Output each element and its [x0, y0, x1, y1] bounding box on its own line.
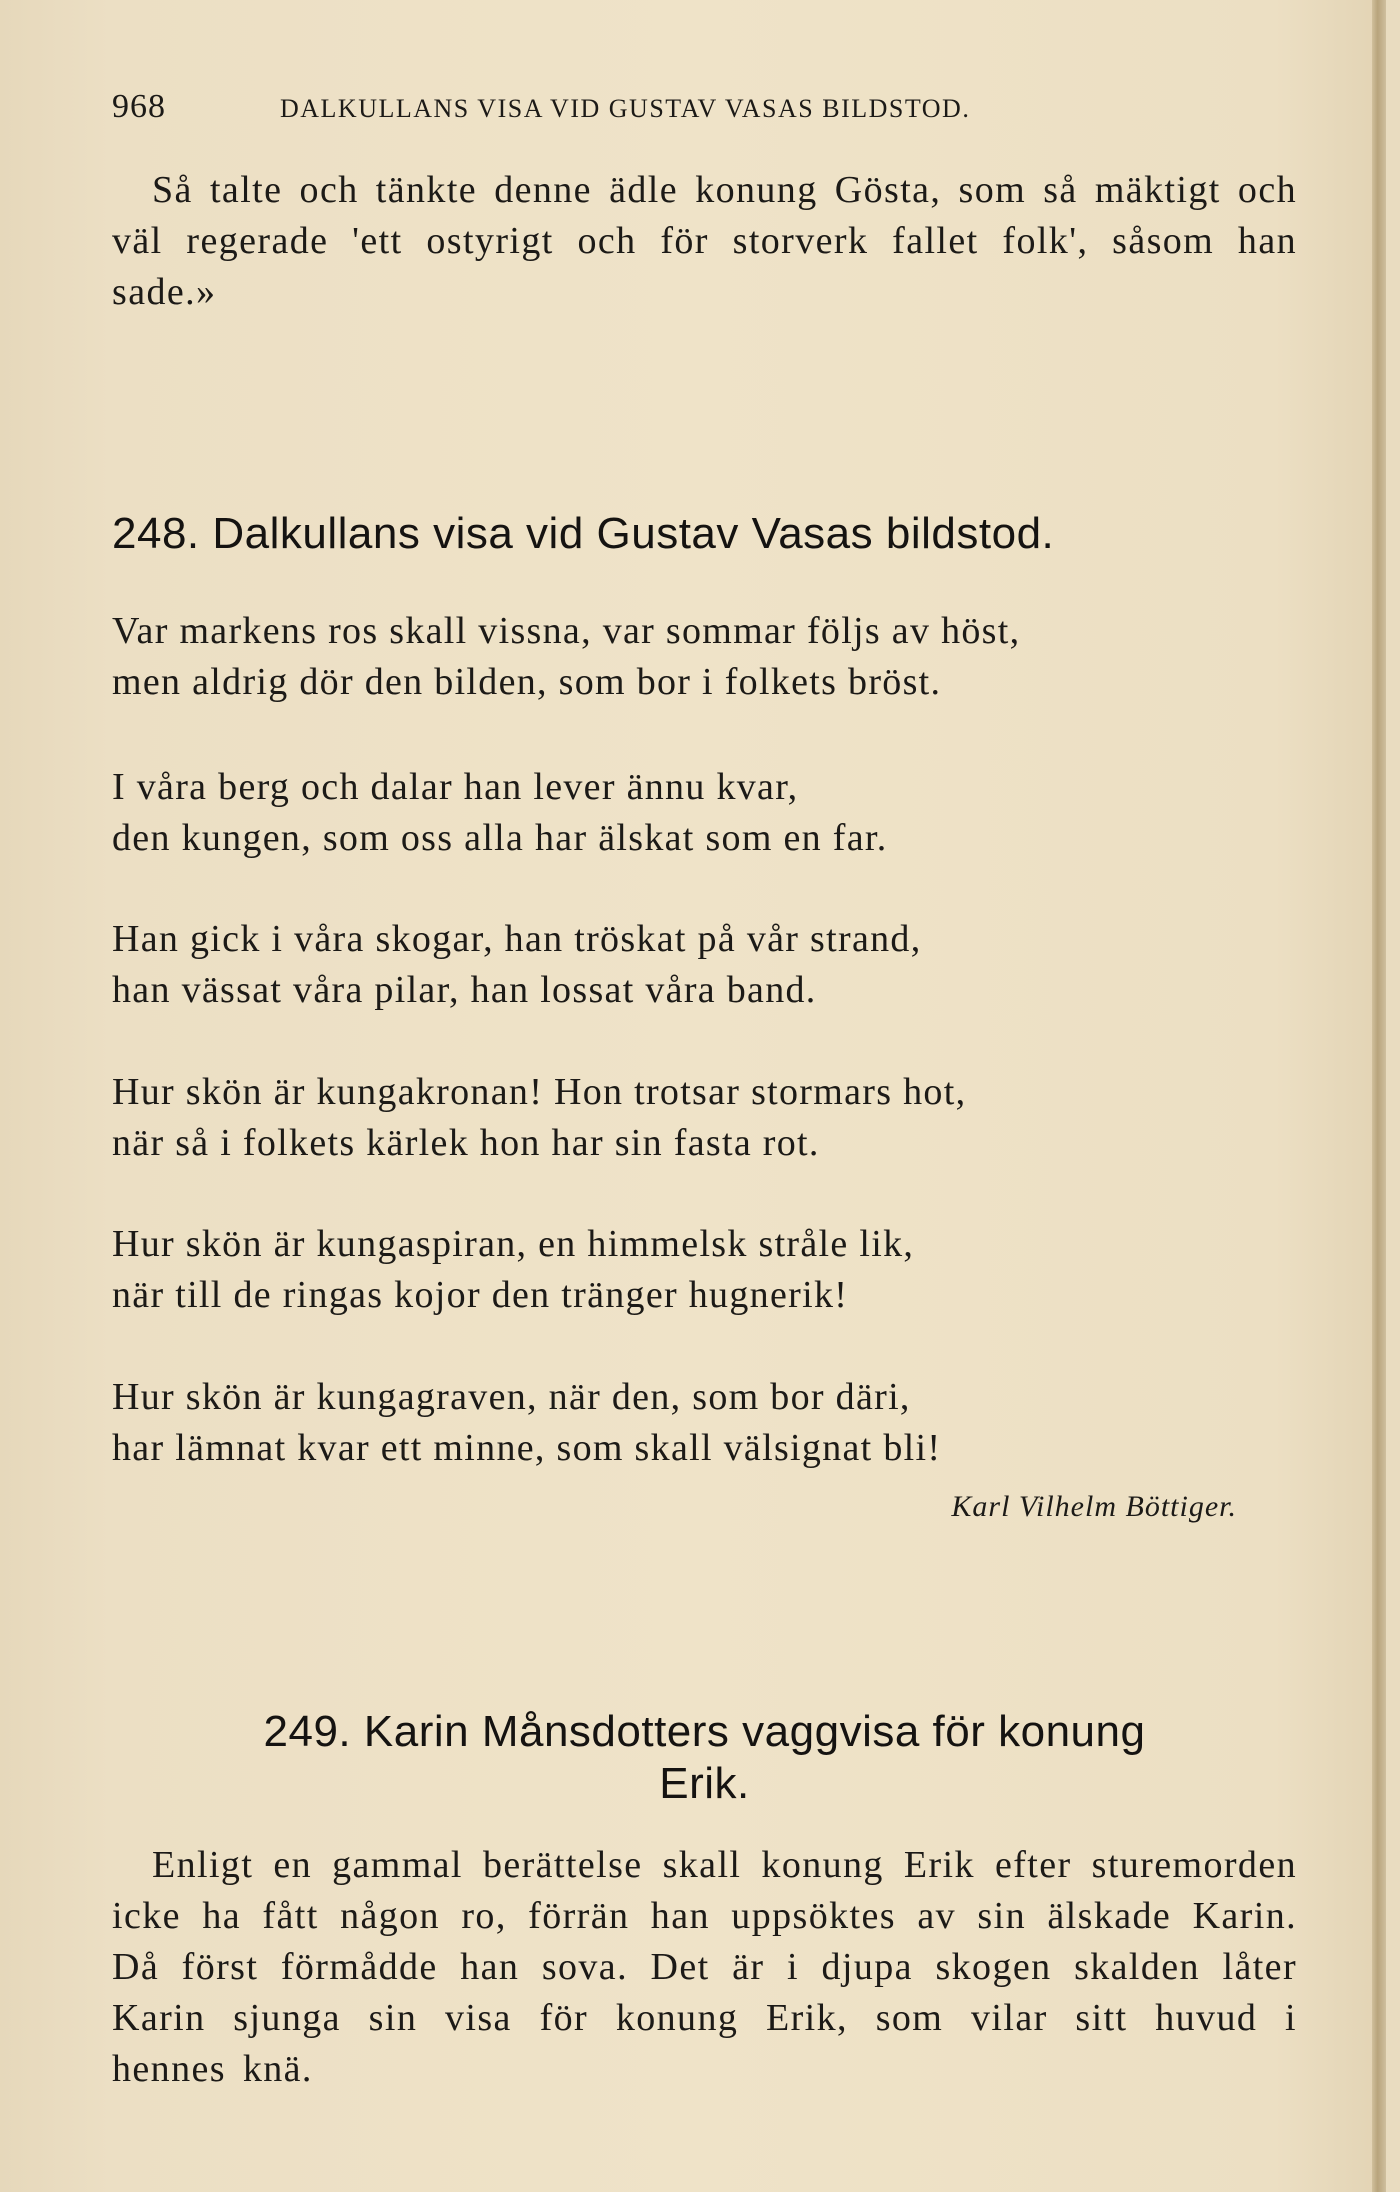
poem-249-heading-line-2: Erik.	[659, 1759, 750, 1808]
page-edge	[1372, 0, 1386, 2192]
verse-line: när så i folkets kärlek hon har sin fasta rot.	[112, 1122, 820, 1164]
poem-249-intro-text: Enligt en gammal berättelse skall konung Erik efter sturemorden icke ha fått någon ro, förrän han uppsöktes av sin älskade Karin. Då först förmådde han sova. Det är i djupa skogen skalden låter Karin sjunga sin visa för konung Erik, som vilar sitt huvud i hennes knä.	[112, 1844, 1297, 2090]
poem-248-author: Karl Vilhelm Böttiger.	[951, 1490, 1237, 1523]
poem-249-intro-paragraph	[112, 1840, 1297, 2095]
verse-line: Hur skön är kungagraven, när den, som bor däri,	[112, 1376, 911, 1418]
intro-paragraph-text: Så talte och tänkte denne ädle konung Gösta, som så mäktigt och väl regerade 'ett ostyrigt och för storverk fallet folk', såsom han sade.»	[112, 169, 1297, 313]
poem-249-heading-line-1: 249. Karin Månsdotters vaggvisa för konung	[263, 1707, 1146, 1756]
verse-line: har lämnat kvar ett minne, som skall välsignat bli!	[112, 1427, 942, 1469]
running-title: DALKULLANS VISA VID GUSTAV VASAS BILDSTOD.	[280, 94, 971, 123]
page-number: 968	[112, 88, 166, 125]
verse-line: Var markens ros skall vissna, var sommar följs av höst,	[112, 610, 1021, 652]
verse-line: han vässat våra pilar, han lossat våra band.	[112, 969, 817, 1011]
running-header	[112, 88, 1292, 128]
intro-paragraph	[112, 165, 1297, 318]
verse-line: I våra berg och dalar han lever ännu kvar,	[112, 766, 799, 808]
poem-248-heading: 248. Dalkullans visa vid Gustav Vasas bildstod.	[112, 509, 1055, 558]
poem-248-stanza-2	[112, 762, 1297, 864]
verse-line: Hur skön är kungaspiran, en himmelsk stråle lik,	[112, 1223, 915, 1265]
verse-line: när till de ringas kojor den tränger hugnerik!	[112, 1274, 849, 1316]
poem-248-stanza-4	[112, 1067, 1297, 1169]
poem-249-heading	[112, 1706, 1297, 1810]
verse-line: Han gick i våra skogar, han tröskat på vår strand,	[112, 918, 922, 960]
poem-248-stanza-1	[112, 606, 1297, 708]
poem-248-stanza-3	[112, 914, 1297, 1016]
poem-248-stanza-6	[112, 1372, 1297, 1474]
verse-line: Hur skön är kungakronan! Hon trotsar stormars hot,	[112, 1071, 967, 1113]
poem-248-stanza-5	[112, 1219, 1297, 1321]
verse-line: den kungen, som oss alla har älskat som en far.	[112, 817, 888, 859]
verse-line: men aldrig dör den bilden, som bor i folkets bröst.	[112, 661, 942, 703]
